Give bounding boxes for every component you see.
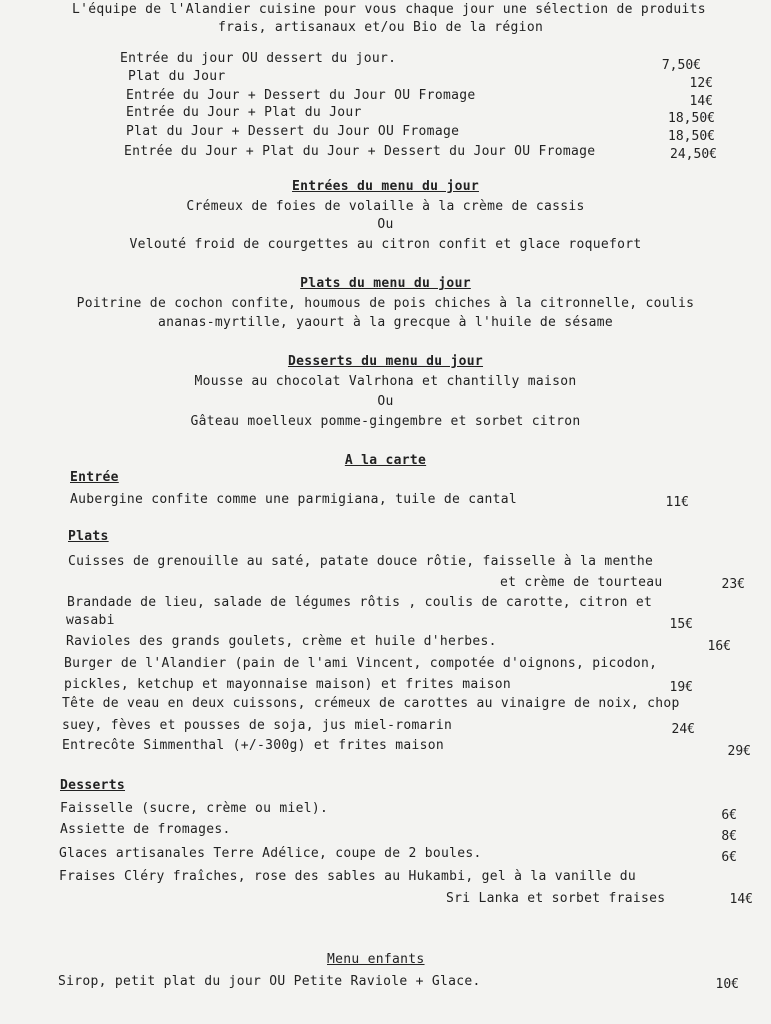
carte-item-label: Burger de l'Alandier (pain de l'ami Vincent, compotée d'oignons, picodon,	[64, 656, 658, 671]
carte-item-label: Faisselle (sucre, crème ou miel).	[60, 801, 329, 816]
entree-jour-item: Velouté froid de courgettes au citron confit et glace roquefort	[129, 237, 642, 252]
carte-item-label: Fraises Cléry fraîches, rose des sables au Hukambi, gel à la vanille du	[59, 869, 636, 884]
carte-item-price: 24€	[671, 722, 695, 737]
intro-line-2: frais, artisanaux et/ou Bio de la région	[218, 20, 544, 35]
intro-line-1: L'équipe de l'Alandier cuisine pour vous chaque jour une sélection de produits	[72, 2, 706, 17]
formula-label: Entrée du Jour + Plat du Jour	[126, 105, 362, 120]
carte-item-price: 11€	[665, 495, 689, 510]
carte-item-price: 6€	[721, 808, 737, 823]
carte-item-price: 23€	[721, 577, 745, 592]
formula-label: Entrée du jour OU dessert du jour.	[120, 51, 397, 66]
entrees-jour-title: Entrées du menu du jour	[292, 179, 479, 194]
carte-item-label: Aubergine confite comme une parmigiana, tuile de cantal	[70, 492, 517, 507]
formula-label: Plat du Jour	[128, 69, 226, 84]
entree-section-title: Entrée	[70, 470, 119, 485]
carte-item-label: wasabi	[66, 613, 115, 628]
formula-label: Plat du Jour + Dessert du Jour OU Fromage	[126, 124, 460, 139]
carte-item-label: suey, fèves et pousses de soja, jus miel-romarin	[62, 718, 453, 733]
formula-price: 18,50€	[668, 111, 715, 126]
plat-jour-line: ananas-myrtille, yaourt à la grecque à l'huile de sésame	[157, 315, 614, 330]
dessert-jour-item: Mousse au chocolat Valrhona et chantilly maison	[194, 374, 577, 389]
enfants-label: Sirop, petit plat du jour OU Petite Raviole + Glace.	[58, 974, 481, 989]
carte-title: A la carte	[344, 453, 427, 468]
carte-item-label: Ravioles des grands goulets, crème et huile d'herbes.	[66, 634, 497, 649]
carte-item-price: 14€	[729, 892, 753, 907]
enfants-title: Menu enfants	[327, 952, 425, 967]
entree-jour-item: Crémeux de foies de volaille à la crème de cassis	[186, 199, 585, 214]
formula-price: 24,50€	[670, 147, 717, 162]
carte-item-price: 19€	[669, 680, 693, 695]
or-separator: Ou	[377, 394, 394, 409]
formula-label: Entrée du Jour + Plat du Jour + Dessert du Jour OU Fromage	[124, 144, 596, 159]
plats-section-title: Plats	[68, 529, 109, 544]
carte-item-label: pickles, ketchup et mayonnaise maison) et frites maison	[64, 677, 511, 692]
carte-item-label: Brandade de lieu, salade de légumes rôtis , coulis de carotte, citron et	[67, 595, 653, 610]
carte-item-price: 16€	[707, 639, 731, 654]
carte-item-price: 15€	[669, 617, 693, 632]
enfants-price: 10€	[715, 977, 739, 992]
formula-price: 7,50€	[661, 58, 701, 73]
carte-item-price: 8€	[721, 829, 737, 844]
carte-item-label: Tête de veau en deux cuissons, crémeux de carottes au vinaigre de noix, chop	[62, 696, 680, 711]
formula-price: 18,50€	[668, 129, 715, 144]
carte-item-label: Assiette de fromages.	[60, 822, 231, 837]
carte-item-label: et crème de tourteau	[500, 575, 663, 590]
carte-item-price: 6€	[721, 850, 737, 865]
desserts-section-title: Desserts	[60, 778, 126, 793]
carte-item-label: Glaces artisanales Terre Adélice, coupe de 2 boules.	[59, 846, 482, 861]
formula-label: Entrée du Jour + Dessert du Jour OU Fromage	[126, 88, 476, 103]
carte-item-label: Cuisses de grenouille au saté, patate douce rôtie, faisselle à la menthe	[68, 554, 654, 569]
dessert-jour-item: Gâteau moelleux pomme-gingembre et sorbet citron	[190, 414, 581, 429]
carte-item-price: 29€	[727, 744, 751, 759]
or-separator: Ou	[377, 217, 394, 232]
plat-jour-line: Poitrine de cochon confite, houmous de pois chiches à la citronnelle, coulis	[76, 296, 695, 311]
formula-price: 14€	[689, 94, 713, 109]
desserts-jour-title: Desserts du menu du jour	[287, 354, 484, 369]
carte-item-label: Entrecôte Simmenthal (+/-300g) et frites maison	[62, 738, 444, 753]
carte-item-label: Sri Lanka et sorbet fraises	[446, 891, 666, 906]
formula-price: 12€	[689, 76, 713, 91]
plats-jour-title: Plats du menu du jour	[300, 276, 471, 291]
